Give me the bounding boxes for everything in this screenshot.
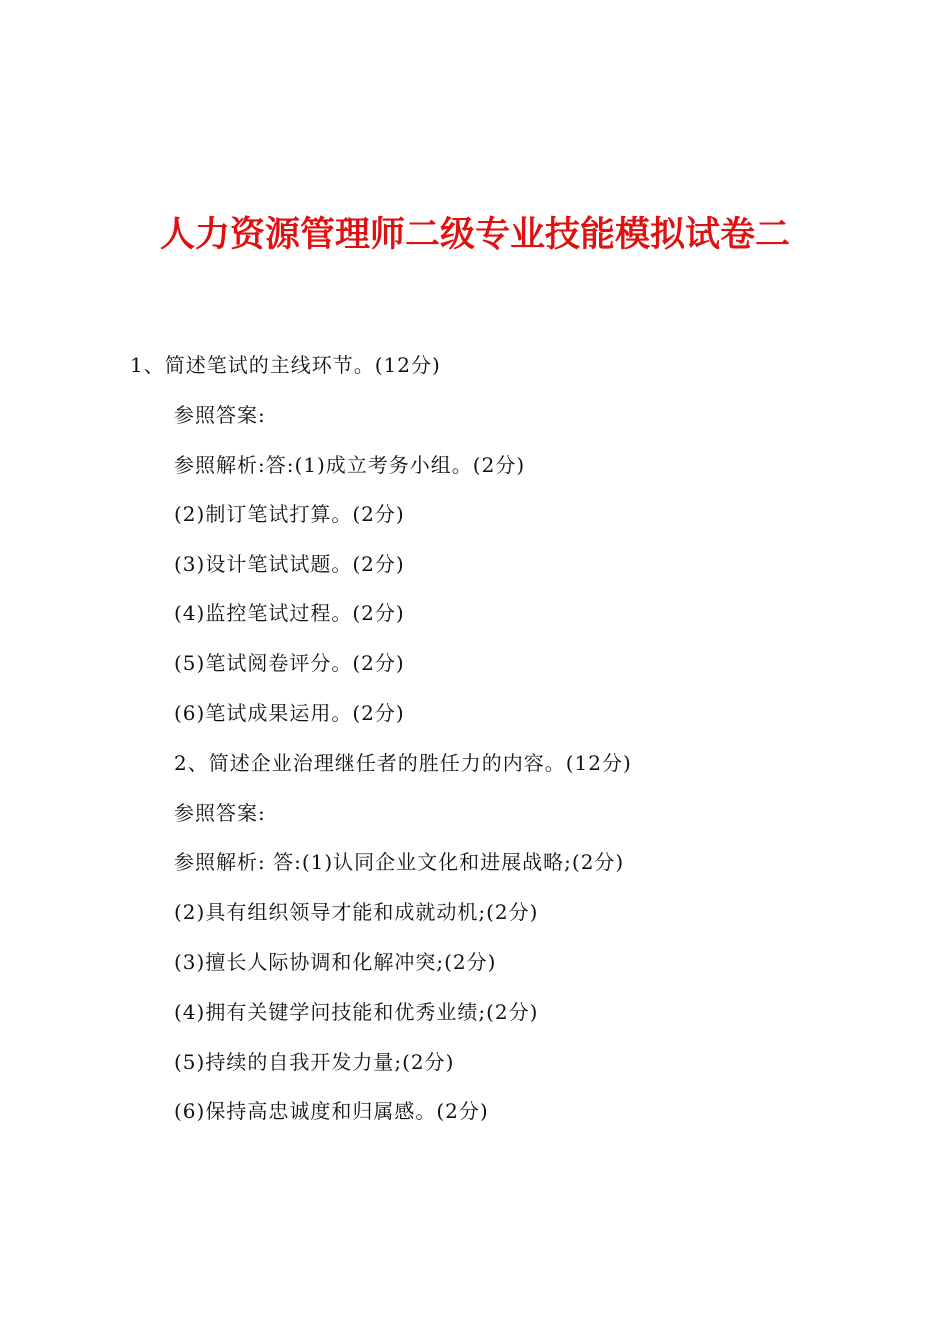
question-2-point: (2)具有组织领导才能和成就动机;(2分) <box>174 900 539 924</box>
question-1: 1、简述笔试的主线环节。(12分) <box>130 353 441 377</box>
question-2-answer-label: 参照答案: <box>174 801 266 825</box>
question-2-point: (3)擅长人际协调和化解冲突;(2分) <box>174 950 497 974</box>
question-1-point: (3)设计笔试试题。(2分) <box>174 552 405 576</box>
question-1-point: (2)制订笔试打算。(2分) <box>174 502 405 526</box>
question-2-point: (6)保持高忠诚度和归属感。(2分) <box>174 1099 489 1123</box>
question-2: 2、简述企业治理继任者的胜任力的内容。(12分) <box>174 751 632 775</box>
question-1-point: (5)笔试阅卷评分。(2分) <box>174 651 405 675</box>
question-1-answer-label: 参照答案: <box>174 403 266 427</box>
document-title: 人力资源管理师二级专业技能模拟试卷二 <box>159 215 790 255</box>
question-1-analysis: 参照解析:答:(1)成立考务小组。(2分) <box>174 453 526 477</box>
question-2-analysis: 参照解析: 答:(1)认同企业文化和进展战略;(2分) <box>174 850 625 874</box>
question-2-point: (4)拥有关键学问技能和优秀业绩;(2分) <box>174 1000 539 1024</box>
question-1-point: (4)监控笔试过程。(2分) <box>174 601 405 625</box>
question-2-point: (5)持续的自我开发力量;(2分) <box>174 1050 455 1074</box>
question-1-point: (6)笔试成果运用。(2分) <box>174 701 405 725</box>
